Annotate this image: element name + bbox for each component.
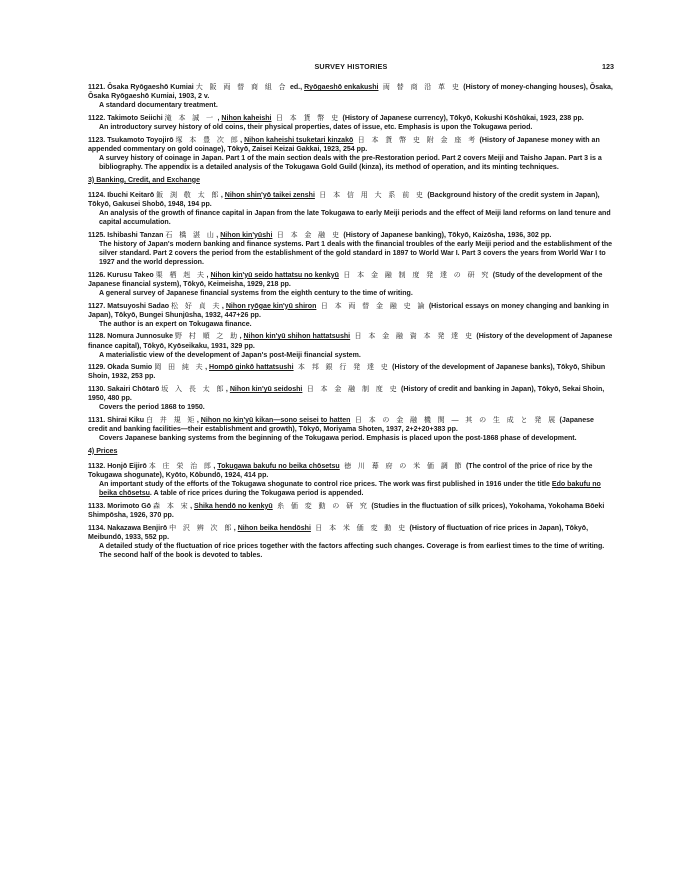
entry-text: , — [196, 416, 201, 424]
entry-kanji: 日 本 米 価 変 動 史 — [310, 524, 408, 532]
entry-text: (Japanese credit and banking facilities—their establishment and growth), Tōkyō, Moriyama Shoten, 1937, 2+2+20+383 pp. — [88, 416, 594, 434]
entry-kanji: 石 橋 湛 山 — [165, 231, 217, 239]
entry-kanji: 日 本 金 融 資 本 発 達 史 — [350, 333, 475, 341]
entry-kanji: 日 本 貨 幣 史 — [271, 114, 341, 122]
entry-annotation — [88, 101, 614, 110]
entry-annotation — [88, 123, 614, 132]
annotation-text: The author is an expert on Tokugawa finance. — [99, 320, 252, 328]
entry-kanji: 糸 価 変 動 の 研 究 — [272, 502, 370, 510]
annotation-text: A detailed study of the fluctuation of rice prices together with the factors affecting such changes. Coverage is from earliest times to the time of writing. The second half of the book is devoted to tables. — [99, 542, 605, 559]
entry-text: 1132. Honjō Eijirō — [88, 462, 149, 470]
entry-text: (History of money-changing houses), Ōsaka, Ōsaka Ryōgaeshō Kumiai, 1903, 2 v. — [88, 84, 613, 101]
page-number: 123 — [602, 62, 614, 71]
entry-citation — [88, 83, 614, 101]
entry-citation — [88, 416, 614, 434]
entry-text: ed., — [288, 84, 305, 91]
entry-annotation — [88, 320, 614, 329]
entry-text: (History of Japanese money with an appended commentary on gold coinage), Tōkyō, Zaisei Keizai Gakkai, 1923, 254 pp. — [88, 136, 600, 153]
bibliography-entry — [88, 524, 614, 560]
annotation-text: . A table of rice prices during the Tokugawa period is appended. — [149, 490, 364, 498]
entry-text: , — [221, 302, 226, 310]
bibliography-entry — [88, 114, 614, 132]
entry-kanji: 松 好 貞 夫 — [171, 302, 222, 310]
entry-title: Shika hendō no kenkyū — [194, 502, 273, 510]
bibliography-entry — [88, 302, 614, 329]
bibliography-entry — [88, 136, 614, 172]
section-heading — [88, 176, 614, 185]
entry-text: (History of Japanese currency), Tōkyō, Kokushi Kōshūkai, 1923, 238 pp. — [340, 114, 584, 122]
entry-annotation — [88, 209, 614, 227]
entry-text: 1128. Nomura Junnosuke — [88, 333, 175, 341]
bibliography-entry — [88, 332, 614, 359]
entry-text: (History of fluctuation of rice prices in Japan), Tōkyō, Meibundō, 1933, 552 pp. — [88, 524, 589, 541]
entry-text: 1133. Morimoto Gō — [88, 502, 154, 510]
entry-title: Nihon beika hendōshi — [237, 524, 311, 532]
entry-kanji: 本 邦 銀 行 発 達 史 — [293, 364, 391, 372]
annotation-text: Covers Japanese banking systems from the beginning of the Tokugawa period. Emphasis is placed upon the post-1868 phase of development. — [99, 435, 577, 443]
entry-text: 1130. Sakairi Chōtarō — [88, 386, 162, 394]
entry-kanji: 徳 川 幕 府 の 米 価 調 節 — [339, 462, 464, 470]
entry-annotation — [88, 434, 614, 443]
bibliography-entry — [88, 231, 614, 267]
entry-kanji: 坂 入 長 太 郎 — [161, 386, 226, 394]
bibliography-entry — [88, 416, 614, 443]
entry-citation — [88, 271, 614, 289]
entry-text: 1131. Shirai Kiku — [88, 416, 146, 424]
entry-title: Nihon kin'yūshi — [220, 231, 273, 239]
entry-annotation — [88, 480, 614, 498]
entry-kanji: 森 本 宋 — [153, 502, 191, 510]
entry-citation — [88, 302, 614, 320]
entry-text: 1127. Matsuyoshi Sadao — [88, 302, 172, 310]
entry-annotation — [88, 154, 614, 172]
entry-text: , — [213, 462, 218, 470]
entry-kanji: 両 替 商 沿 革 史 — [378, 84, 462, 91]
bibliography-entry — [88, 502, 614, 520]
annotation-text: A general survey of Japanese financial systems from the eighth century to the time of writing. — [99, 289, 413, 297]
entry-text: (History of Japanese banking), Tōkyō, Kaizōsha, 1936, 302 pp. — [341, 231, 552, 239]
entry-title: Tokugawa bakufu no beika chōsetsu — [217, 462, 340, 470]
entry-kanji: 大 阪 両 替 商 組 合 — [195, 84, 288, 91]
annotation-text: A standard documentary treatment. — [99, 102, 218, 110]
entry-kanji: 日 本 信 用 大 系 前 史 — [314, 191, 426, 199]
entry-kanji: 滝 本 誠 一 — [164, 114, 216, 122]
entry-kanji: 栗 栖 赳 夫 — [155, 271, 207, 279]
entry-citation — [88, 231, 614, 240]
entry-citation — [88, 114, 614, 123]
entry-text: 1121. Ōsaka Ryōgaeshō Kumiai — [88, 84, 196, 91]
entry-text: (Study of the development of the Japanese financial system), Tōkyō, Keimeisha, 1929, 218 pp. — [88, 271, 603, 288]
entry-citation — [88, 385, 614, 403]
entry-annotation — [88, 289, 614, 298]
entry-text: (History of the development of Japanese finance capital), Tōkyō, Kyōseikaku, 1931, 329 pp. — [88, 333, 613, 350]
entry-text: , — [220, 191, 225, 199]
entry-text: , — [233, 524, 238, 532]
entry-citation — [88, 136, 614, 154]
entry-title: Nihon no kin'yū kikan—sono seisei to hatten — [200, 416, 351, 424]
section-heading-text: 4) Prices — [88, 447, 118, 455]
entry-text: 1123. Tsukamoto Toyojirō — [88, 136, 176, 144]
entry-text: 1124. Ibuchi Keitarō — [88, 191, 157, 199]
entry-title: Nihon shin'yō taikei zenshi — [224, 191, 315, 199]
entry-text: 1134. Nakazawa Benjirō — [88, 524, 170, 532]
annotation-text: An introductory survey history of old coins, their physical properties, dates of issue, etc. Emphasis is upon the Tokugawa period. — [99, 123, 533, 131]
entry-text: (History of credit and banking in Japan), Tōkyō, Sekai Shoin, 1950, 480 pp. — [88, 386, 605, 403]
annotation-title: Edo bakufu no beika chōsetsu — [99, 481, 601, 498]
entry-annotation — [88, 403, 614, 412]
entry-title: Nihon kaheishi tsuketari kinzakō — [244, 136, 354, 144]
entry-kanji: 中 沢 辨 次 郎 — [169, 524, 234, 532]
entry-kanji: 日 本 の 金 融 機 関 ― 其 の 生 成 と 発 展 — [350, 416, 558, 424]
entry-text: (History of the development of Japanese banks), Tōkyō, Shibun Shoin, 1932, 253 pp. — [88, 364, 606, 381]
entry-text: 1126. Kurusu Takeo — [88, 271, 156, 279]
running-header — [88, 62, 614, 74]
bibliography-entry — [88, 191, 614, 227]
entry-annotation — [88, 542, 614, 560]
entry-kanji: 日 本 貨 幣 史 附 金 座 考 — [353, 136, 478, 144]
entry-kanji: 野 村 順 之 助 — [174, 333, 240, 341]
entry-kanji: 岡 田 純 夫 — [154, 364, 206, 372]
entry-title: Ryōgaeshō enkakushi — [304, 84, 379, 91]
section-heading — [88, 447, 614, 456]
entry-kanji: 塚 本 豊 次 郎 — [175, 136, 241, 144]
entry-kanji: 日 本 両 替 金 融 史 論 — [316, 302, 427, 310]
entry-title: Nihon kaheishi — [221, 114, 272, 122]
annotation-text: The history of Japan's modern banking and finance systems. Part 1 deals with the financial troubles of the early Meiji period and the establishment of the silver standard. Part 2 covers the period from the establishment of the gold standard in 1897 to World War I. Part 3 covers the years from World War I to 1927 and the world depression. — [99, 240, 613, 266]
annotation-text: A materialistic view of the development of Japan's post-Meiji financial system. — [99, 351, 361, 359]
entry-text: 1122. Takimoto Seiichi — [88, 114, 165, 122]
entry-kanji: 白 井 規 矩 — [145, 416, 197, 424]
entry-text: , — [190, 502, 194, 510]
entry-title: Nihon kin'yū seidoshi — [229, 386, 303, 394]
bibliography-entry — [88, 271, 614, 298]
annotation-text: An analysis of the growth of finance capital in Japan from the late Tokugawa to early Meiji periods and the effect of Meiji land reforms on land tenure and capital accumulation. — [99, 209, 611, 226]
entry-text: , — [225, 386, 230, 394]
entry-title: Nihon kin'yū seido hattatsu no kenkyū — [210, 271, 339, 279]
entry-citation — [88, 332, 614, 350]
bibliography-entry — [88, 462, 614, 498]
entry-kanji: 飯 渕 敬 太 郎 — [156, 191, 221, 199]
entry-title: Hompō ginkō hattatsushi — [209, 364, 294, 372]
entry-kanji: 日 本 金 融 史 — [272, 231, 342, 239]
entry-text: , — [215, 114, 222, 122]
annotation-text: Covers the period 1868 to 1950. — [99, 404, 205, 412]
entry-text: (Background history of the credit system in Japan), Tōkyō, Gakusei Shobō, 1948, 194 pp. — [88, 191, 600, 208]
entry-text: 1129. Okada Sumio — [88, 364, 155, 372]
entry-kanji: 日 本 金 融 制 度 史 — [302, 386, 400, 394]
running-title: SURVEY HISTORIES — [314, 62, 388, 71]
entry-kanji: 本 庄 栄 治 郎 — [148, 462, 214, 470]
entry-text: , — [206, 271, 211, 279]
entry-text: (Studies in the fluctuation of silk prices), Yokohama, Yokohama Bōeki Shimpōsha, 1926, 370 pp. — [88, 502, 605, 519]
entry-annotation — [88, 351, 614, 360]
entry-citation — [88, 462, 614, 480]
entry-text: , — [205, 364, 209, 372]
entry-text: , — [239, 333, 244, 341]
bibliography-body — [88, 83, 614, 564]
entry-text: , — [240, 136, 245, 144]
entry-text: (Historical essays on money changing and banking in Japan), Tōkyō, Bungei Shunjūsha, 1932, 447+26 pp. — [88, 302, 609, 319]
section-heading-text: 3) Banking, Credit, and Exchange — [88, 176, 200, 184]
entry-text: (The control of the price of rice by the Tokugawa shogunate), Kyōto, Kōbundō, 1924, 414 pp. — [88, 462, 593, 479]
bibliography-entry — [88, 363, 614, 381]
bibliography-entry — [88, 83, 614, 110]
annotation-text: An important study of the efforts of the Tokugawa shogunate to control rice prices. The work was first published in 1916 under the title — [99, 481, 552, 489]
entry-text: 1125. Ishibashi Tanzan — [88, 231, 166, 239]
entry-citation — [88, 502, 614, 520]
entry-citation — [88, 363, 614, 381]
bibliography-entry — [88, 385, 614, 412]
entry-citation — [88, 524, 614, 542]
entry-citation — [88, 191, 614, 209]
entry-kanji: 日 本 金 融 制 度 発 達 の 研 究 — [338, 271, 491, 279]
entry-title: Nihon kin'yū shihon hattatsushi — [243, 333, 351, 341]
entry-text: , — [216, 231, 221, 239]
entry-title: Nihon ryōgae kin'yū shiron — [225, 302, 317, 310]
annotation-text: A survey history of coinage in Japan. Part 1 of the main section deals with the pre-Restoration period. Part 2 covers Meiji and Taisho Japan. Part 3 is a bibliography. The appendix is a detailed analysis of the Tokugawa Gold Guild (kinza), its method of operation, and its minting techniques. — [99, 154, 602, 171]
entry-annotation — [88, 240, 614, 267]
